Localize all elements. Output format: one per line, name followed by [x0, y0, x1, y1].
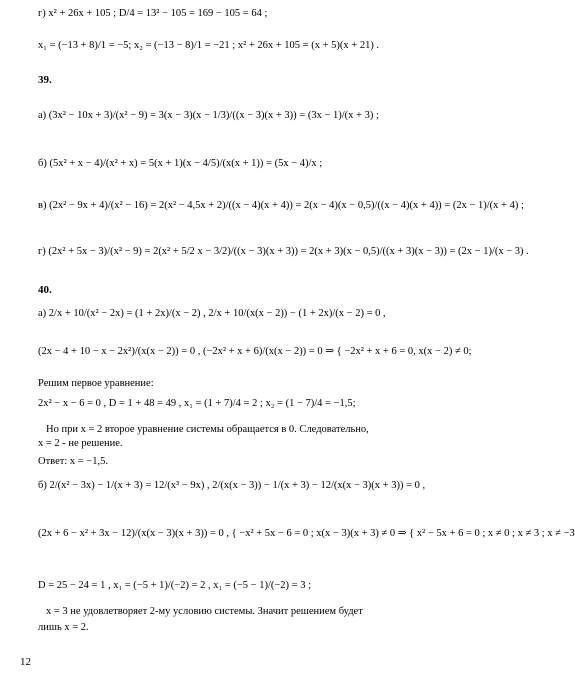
line-conclusion-1: x = 3 не удовлетворяет 2-му условию системы. Значит решением будет: [46, 606, 363, 617]
problem-40-number: 40.: [38, 284, 52, 296]
page-number: 12: [20, 656, 31, 668]
line-39-a: а) (3x² − 10x + 3)/(x² − 9) = 3(x − 3)(x − 1/3)/((x − 3)(x + 3)) = (3x − 1)/(x + 3) ;: [38, 110, 379, 121]
line-roots-38: x₁ = (−13 + 8)/1 = −5; x₂ = (−13 − 8)/1 = −21 ; x² + 26x + 105 = (x + 5)(x + 21) .: [38, 40, 380, 51]
line-40-a: а) 2/x + 10/(x² − 2x) = (1 + 2x)/(x − 2) , 2/x + 10/(x(x − 2)) − (1 + 2x)/(x − 2) = 0 ,: [38, 308, 386, 319]
line-40-b: б) 2/(x² − 3x) − 1/(x + 3) = 12/(x³ − 9x) , 2/(x(x − 3)) − 1/(x + 3) − 12/(x(x − 3)(x + 3)) = 0 ,: [38, 480, 426, 491]
problem-39-number: 39.: [38, 74, 52, 86]
line-solve-first: Решим первое уравнение:: [38, 378, 154, 389]
line-40-b-roots: D = 25 − 24 = 1 , x₁ = (−5 + 1)/(−2) = 2 , x₁ = (−5 − 1)/(−2) = 3 ;: [38, 580, 311, 591]
line-note-1: Но при x = 2 второе уравнение системы обращается в 0. Следовательно,: [46, 424, 369, 435]
line-conclusion-2: лишь x = 2.: [38, 622, 89, 633]
line-39-g: г) (2x² + 5x − 3)/(x² − 9) = 2(x² + 5/2 x − 3/2)/((x − 3)(x + 3)) = 2(x + 3)(x − 0,5)/((x + 3)(x − 3)) = (2x − 1)/(x − 3) .: [38, 246, 529, 257]
line-note-2: x = 2 - не решение.: [38, 438, 123, 449]
line-40-a-system: (2x − 4 + 10 − x − 2x²)/(x(x − 2)) = 0 , (−2x² + x + 6)/(x(x − 2)) = 0 ⇒ { −2x² + x + 6 = 0, x(x − 2) ≠ 0;: [38, 346, 472, 357]
line-39-b: б) (5x² + x − 4)/(x² + x) = 5(x + 1)(x − 4/5)/(x(x + 1)) = (5x − 4)/x ;: [38, 158, 323, 169]
line-40-b-system: (2x + 6 − x² + 3x − 12)/(x(x − 3)(x + 3)) = 0 , { −x² + 5x − 6 = 0 ; x(x − 3)(x + 3) ≠ 0 ⇒ { x² − 5x + 6 = 0 ; x ≠ 0 ; x ≠ 3 ; x ≠ −3: [38, 528, 575, 539]
line-answer: Ответ: x = −1,5.: [38, 456, 108, 467]
line-g-38: г) x² + 26x + 105 ; D/4 = 13² − 105 = 169 − 105 = 64 ;: [38, 8, 268, 19]
line-39-v: в) (2x² − 9x + 4)/(x² − 16) = 2(x² − 4,5x + 2)/((x − 4)(x + 4)) = 2(x − 4)(x − 0,5)/((x − 4)(x + 4)) = (2x − 1)/(x + 4) ;: [38, 200, 524, 211]
line-quadratic: 2x² − x − 6 = 0 , D = 1 + 48 = 49 , x₁ = (1 + 7)/4 = 2 ; x₂ = (1 − 7)/4 = −1,5;: [38, 398, 356, 409]
